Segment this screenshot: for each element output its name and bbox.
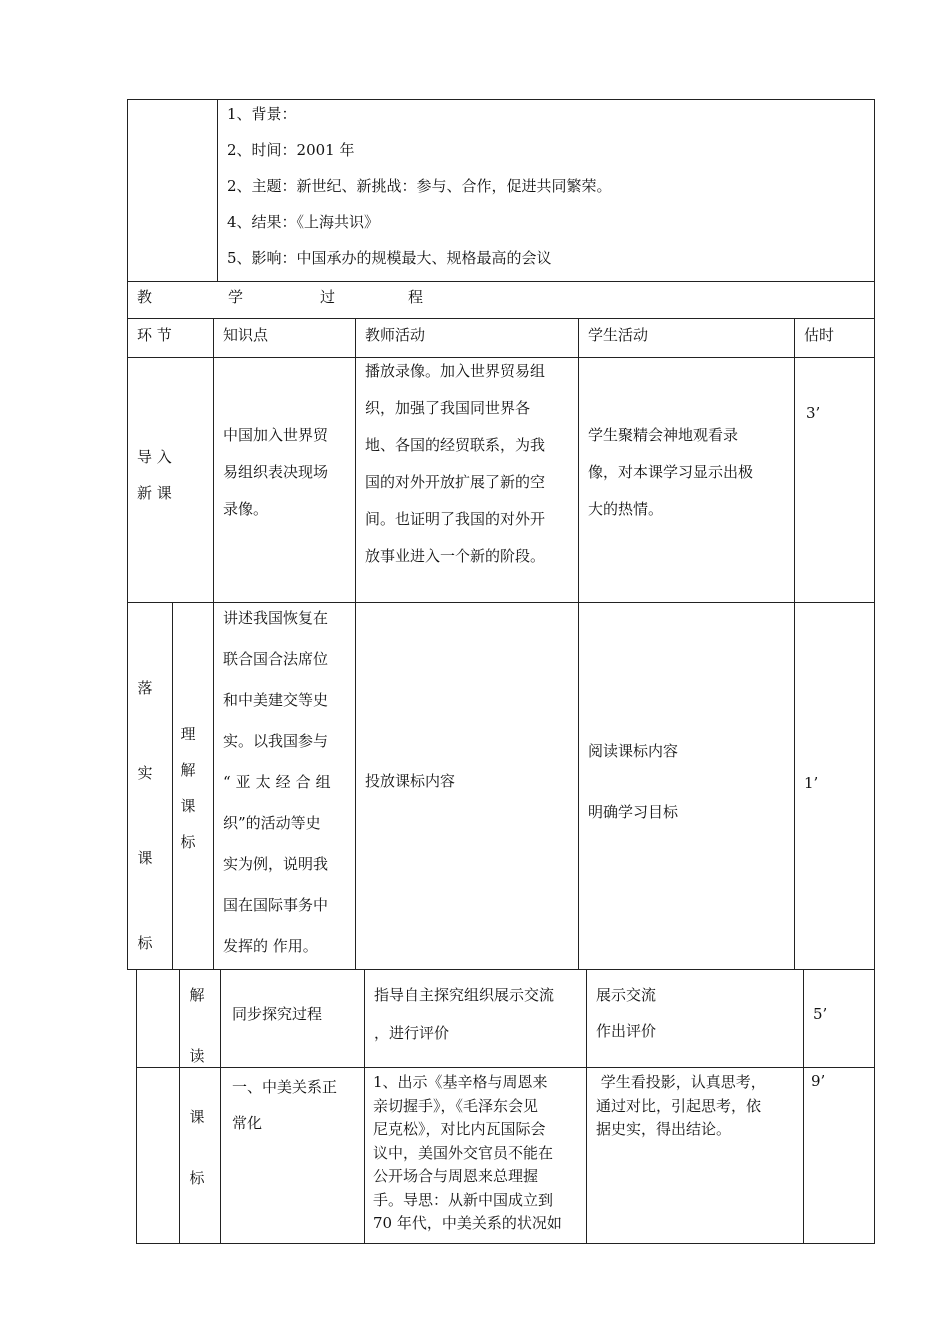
header-teacher: 教师活动	[365, 326, 426, 344]
table2-right-border	[874, 969, 875, 1244]
teacher-line: 放事业进入一个新的阶段。	[365, 547, 546, 565]
col-divider-knowledge-2	[213, 602, 214, 970]
section-char: 标	[137, 934, 153, 952]
teacher-line: 指导自主探究组织展示交流	[374, 986, 555, 1004]
summary-line: 2、主题：新世纪、新挑战：参与、合作，促进共同繁荣。	[227, 177, 612, 195]
teacher-line: 议中，美国外交官员不能在	[373, 1143, 554, 1162]
knowledge-line: 实。以我国参与	[223, 732, 329, 750]
table2-left-border	[136, 969, 137, 1244]
teacher-line: 织，加强了我国同世界各	[365, 399, 531, 417]
sub-char: 解	[189, 986, 205, 1004]
col-divider-knowledge	[213, 318, 214, 603]
student-line: 作出评价	[596, 1022, 657, 1040]
col-divider-sub	[172, 602, 173, 970]
student-line: 学生看投影，认真思考，	[596, 1073, 766, 1091]
table2-sub-divider	[179, 969, 180, 1244]
table2-time-divider	[803, 969, 804, 1244]
process-title-char: 过	[320, 288, 336, 306]
teacher-line: 手。导思：从新中国成立到	[373, 1190, 554, 1209]
knowledge-line: 织”的活动等史	[223, 814, 321, 832]
teacher-line: 播放录像。加入世界贸易组	[365, 362, 546, 380]
section-char: 课	[137, 849, 153, 867]
knowledge-line: 实为例，说明我	[223, 855, 329, 873]
header-knowledge: 知识点	[223, 326, 269, 344]
explore-student-cell	[596, 977, 656, 1049]
table-right-border	[874, 99, 875, 970]
teacher-line: 间。也证明了我国的对外开	[365, 510, 546, 528]
knowledge-line: 常化	[232, 1114, 263, 1132]
sub-char: 读	[189, 1047, 205, 1065]
section-label: 新 课	[137, 484, 172, 502]
relations-time: 9’	[811, 1072, 826, 1090]
teacher-line: 公开场合与周恩来总理握	[373, 1167, 539, 1185]
summary-line: 1、背景：	[227, 105, 297, 123]
standard-student-line: 明确学习目标	[588, 803, 679, 821]
section-char: 落	[137, 679, 153, 697]
col-divider-student	[578, 318, 579, 970]
header-student: 学生活动	[588, 326, 649, 344]
summary-line: 4、结果：《上海共识》	[227, 213, 380, 231]
explore-sub-cell	[186, 965, 208, 1209]
knowledge-line: 发挥的 作用。	[223, 937, 318, 955]
intro-student-cell	[588, 417, 753, 528]
knowledge-line: 一、中美关系正	[232, 1078, 338, 1096]
header-section: 环 节	[137, 326, 172, 344]
knowledge-line: 讲述我国恢复在	[223, 609, 329, 627]
process-title-char: 学	[228, 288, 244, 306]
intro-time: 3’	[806, 404, 821, 422]
knowledge-line: 中国加入世界贸	[223, 426, 329, 444]
process-bottom-border	[127, 318, 875, 319]
table2-student-divider	[586, 969, 587, 1244]
table2-row-border	[136, 1067, 875, 1068]
student-line: 据史实，得出结论。	[596, 1120, 732, 1138]
process-title-char: 教	[137, 288, 153, 306]
standard-section-cell	[134, 646, 156, 986]
explore-teacher-cell	[374, 976, 554, 1052]
knowledge-line: 录像。	[223, 500, 269, 518]
standard-time: 1’	[804, 774, 819, 792]
intro-knowledge-cell	[223, 417, 328, 528]
teacher-line: 国的对外开放扩展了新的空	[365, 473, 546, 491]
process-title-char: 程	[408, 288, 424, 306]
relations-knowledge-cell	[232, 1069, 337, 1141]
section-char: 实	[137, 764, 153, 782]
table2-top-border	[136, 969, 875, 970]
explore-knowledge: 同步探究过程	[232, 1005, 323, 1023]
summary-line: 2、时间：2001 年	[227, 141, 355, 159]
summary-line: 5、影响：中国承办的规模最大、规格最高的会议	[227, 249, 552, 267]
sub-char: 理	[180, 725, 196, 743]
standard-teacher: 投放课标内容	[365, 772, 456, 790]
header-time: 估时	[804, 326, 835, 344]
relations-student-cell	[596, 1071, 766, 1142]
table-left-border	[127, 99, 128, 970]
sub-char: 解	[180, 761, 196, 779]
student-line: 大的热情。	[588, 500, 664, 518]
standard-sub-cell	[177, 716, 199, 860]
knowledge-line: 国在国际事务中	[223, 896, 329, 914]
teacher-line: 70 年代，中美关系的状况如	[373, 1214, 562, 1232]
summary-divider	[217, 99, 218, 281]
summary-bottom-border	[127, 281, 875, 282]
student-line: 像，对本课学习显示出极	[588, 463, 754, 481]
intro-teacher-cell	[365, 353, 545, 575]
sub-char: 课	[180, 797, 196, 815]
student-line: 展示交流	[596, 986, 657, 1004]
table2-teacher-divider	[364, 969, 365, 1244]
student-line: 通过对比，引起思考，依	[596, 1096, 762, 1115]
knowledge-line: 和中美建交等史	[223, 691, 329, 709]
teacher-line: ，进行评价	[374, 1024, 450, 1042]
relations-teacher-cell	[373, 1071, 562, 1236]
teacher-line: 地、各国的经贸联系，为我	[365, 436, 546, 454]
sub-char: 课	[189, 1108, 205, 1126]
sub-char: 标	[180, 833, 196, 851]
section-label: 导 入	[137, 448, 172, 466]
table2-bottom-border	[136, 1243, 875, 1244]
teacher-line: 1、出示《基辛格与周恩来	[373, 1073, 548, 1091]
col-divider-teacher	[355, 318, 356, 970]
explore-time: 5’	[813, 1005, 828, 1023]
table2-knowledge-divider	[220, 969, 221, 1244]
teacher-line: 尼克松》，对比内瓦国际会	[373, 1120, 546, 1138]
col-divider-time	[794, 318, 795, 970]
table-top-border	[127, 99, 875, 100]
standard-student-line: 阅读课标内容	[588, 742, 679, 760]
student-line: 学生聚精会神地观看录	[588, 426, 739, 444]
sub-char: 标	[189, 1169, 205, 1187]
teacher-line: 亲切握手》，《毛泽东会见	[373, 1096, 539, 1115]
intro-section-cell	[137, 439, 172, 511]
knowledge-line: 易组织表决现场	[223, 463, 329, 481]
knowledge-line: “亚太经合组	[223, 773, 336, 791]
knowledge-line: 联合国合法席位	[223, 650, 329, 668]
standard-knowledge-cell	[223, 598, 336, 967]
